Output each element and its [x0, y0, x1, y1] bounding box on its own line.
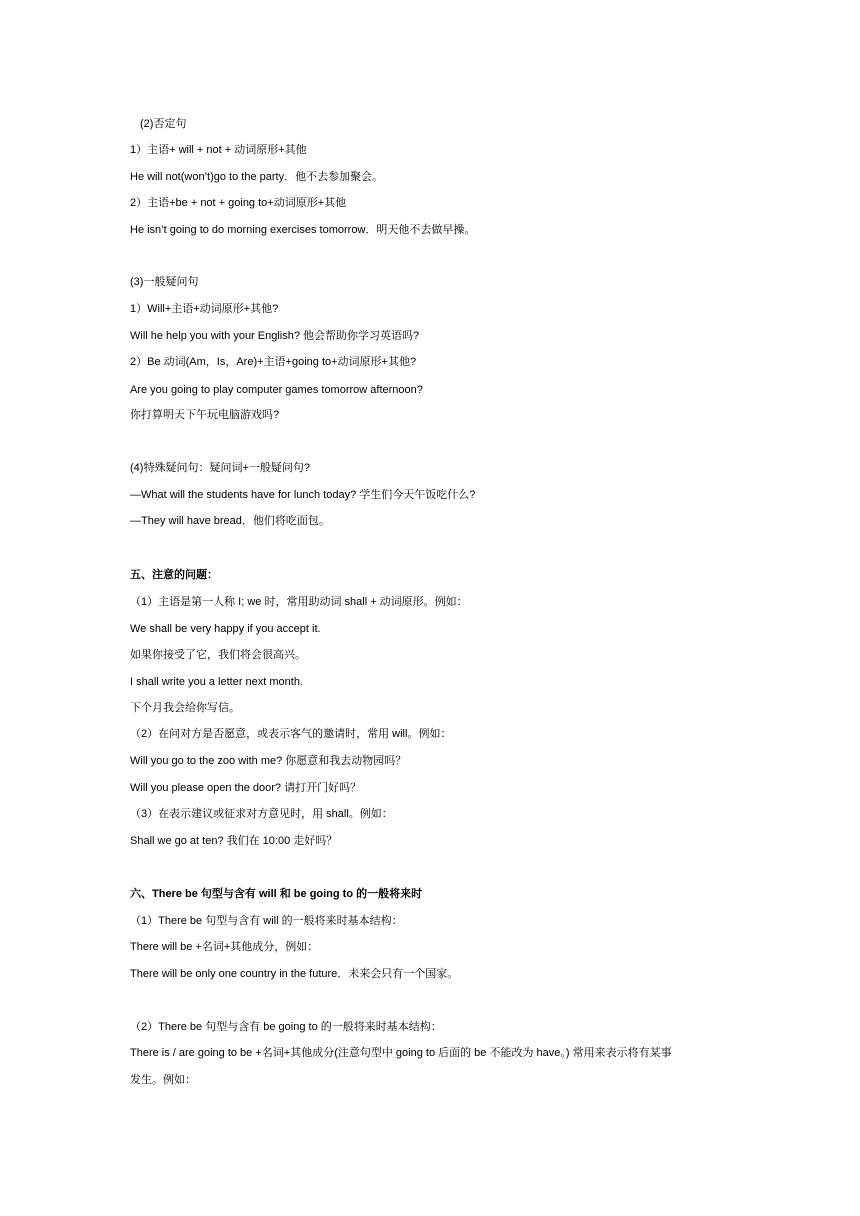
rule-line: 2）Be 动词(Am，Is，Are)+主语+going to+动词原形+其他?	[130, 356, 417, 368]
document-page	[130, 0, 740, 1216]
example-line: He isn’t going to do morning exercises tomorrow．明天他不去做早操。	[130, 224, 476, 236]
example-line: I shall write you a letter next month.	[130, 676, 304, 688]
example-line: —They will have bread．他们将吃面包。	[130, 515, 330, 527]
rule-line: There is / are going to be +名词+其他成分(注意句型中 going to 后面的 be 不能改为 have。) 常用来表示将有某事	[130, 1047, 672, 1059]
translation-line: 下个月我会给你写信。	[130, 702, 240, 714]
note-line: （2）There be 句型与含有 be going to 的一般将来时基本结构：	[130, 1021, 442, 1033]
rule-line: 1）主语+ will + not + 动词原形+其他	[130, 144, 307, 156]
example-line: We shall be very happy if you accept it.	[130, 623, 321, 635]
note-line: （1）There be 句型与含有 will 的一般将来时基本结构：	[130, 915, 403, 927]
heading-general-question: (3)一般疑问句	[130, 276, 199, 288]
example-line: He will not(won’t)go to the party．他不去参加聚会。	[130, 171, 384, 183]
note-line: （2）在问对方是否愿意，或表示客气的邀请时，常用 will。例如：	[130, 728, 452, 740]
example-line: Are you going to play computer games tomorrow afternoon?	[130, 384, 423, 396]
rule-line: 1）Will+主语+动词原形+其他?	[130, 303, 279, 315]
example-line: There will be only one country in the future．未来会只有一个国家。	[130, 968, 459, 980]
rule-line: 2）主语+be + not + going to+动词原形+其他	[130, 197, 347, 209]
heading-special-question: (4)特殊疑问句：疑问词+一般疑问句?	[130, 462, 310, 474]
translation-line: 如果你接受了它，我们将会很高兴。	[130, 649, 306, 661]
example-line: Shall we go at ten? 我们在 10:00 走好吗？	[130, 835, 338, 847]
heading-negative-sentence: (2)否定句	[140, 118, 187, 130]
example-line: —What will the students have for lunch today? 学生们今天午饭吃什么?	[130, 489, 476, 501]
rule-line-continued: 发生。例如：	[130, 1074, 196, 1086]
note-line: （1）主语是第一人称 I; we 时，常用助动词 shall + 动词原形。例如：	[130, 596, 468, 608]
example-line: Will he help you with your English? 他会帮助你学习英语吗?	[130, 330, 420, 342]
section-heading-notes: 五、注意的问题：	[130, 569, 218, 581]
translation-line: 你打算明天下午玩电脑游戏吗?	[130, 409, 280, 421]
note-line: （3）在表示建议或征求对方意见时，用 shall。例如：	[130, 808, 393, 820]
section-heading-there-be: 六、There be 句型与含有 will 和 be going to 的一般将来时	[130, 888, 423, 900]
example-line: Will you go to the zoo with me? 你愿意和我去动物园吗？	[130, 755, 407, 767]
rule-line: There will be +名词+其他成分，例如：	[130, 941, 319, 953]
example-line: Will you please open the door? 请打开门好吗？	[130, 782, 362, 794]
